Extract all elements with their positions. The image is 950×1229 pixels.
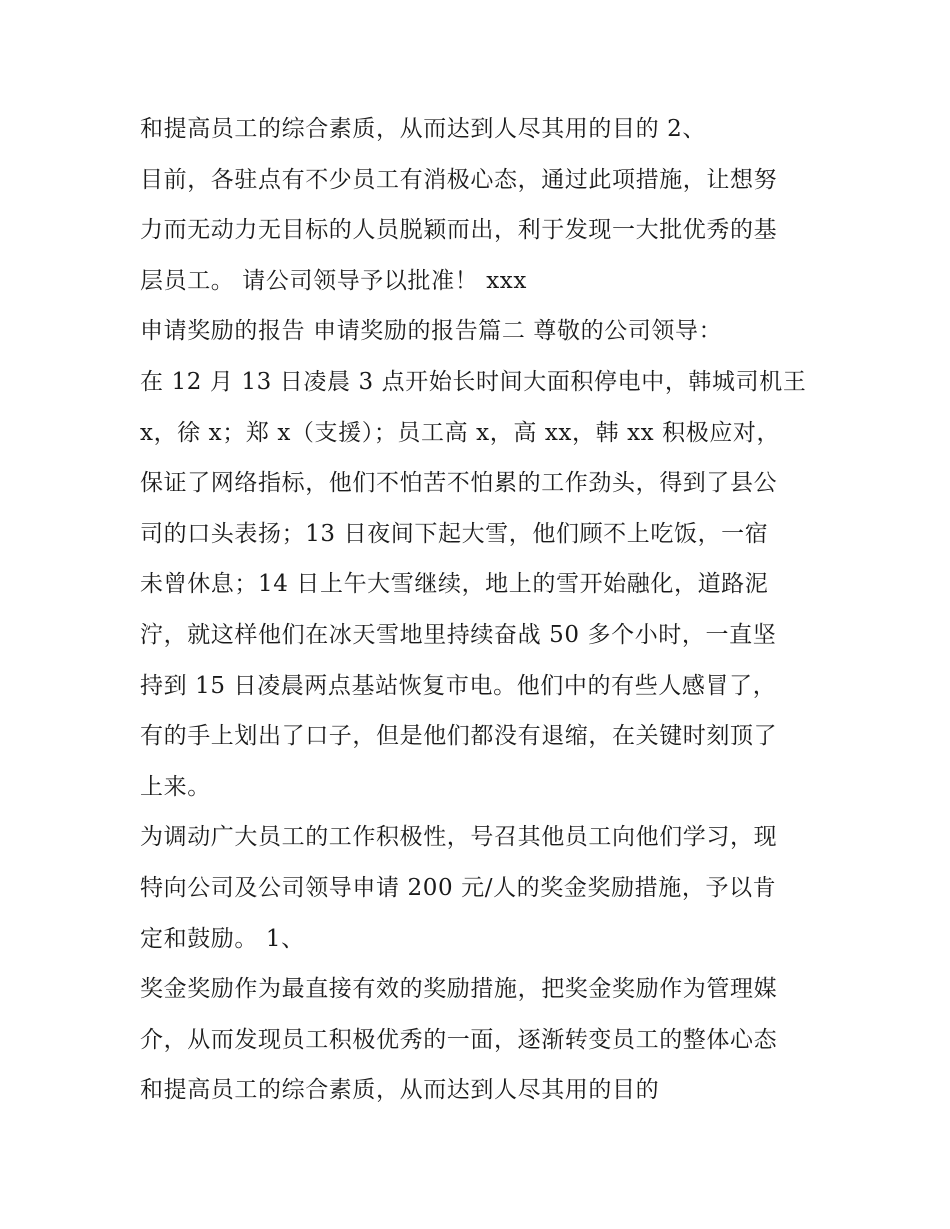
document-body (140, 104, 830, 1116)
text-line: 目前，各驻点有不少员工有消极心态，通过此项措施，让想努 (140, 166, 778, 193)
text-line: 力而无动力无目标的人员脱颖而出，利于发现一大批优秀的基 (140, 217, 778, 244)
text-line: 未曾休息；14 日上午大雪继续，地上的雪开始融化，道路泥 (140, 571, 769, 598)
text-line: 为调动广大员工的工作积极性，号召其他员工向他们学习，现 (140, 824, 778, 851)
text-line: 特向公司及公司领导申请 200 元/人的奖金奖励措施，予以肯 (140, 874, 777, 901)
text-line: 有的手上划出了口子，但是他们都没有退缩，在关键时刻顶了 (140, 723, 778, 750)
text-line: 司的口头表扬；13 日夜间下起大雪，他们顾不上吃饭，一宿 (140, 520, 769, 547)
text-line: 奖金奖励作为最直接有效的奖励措施，把奖金奖励作为管理媒 (140, 976, 778, 1003)
section-heading-line: 申请奖励的报告 申请奖励的报告篇二 尊敬的公司领导： (140, 318, 723, 345)
text-line: 持到 15 日凌晨两点基站恢复市电。他们中的有些人感冒了， (140, 672, 777, 699)
text-line: 和提高员工的综合素质，从而达到人尽其用的目的 (140, 1077, 660, 1104)
text-line: 上来。 (140, 773, 211, 800)
text-line: 和提高员工的综合素质，从而达到人尽其用的目的 2、 (140, 116, 706, 142)
text-line: 保证了网络指标，他们不怕苦不怕累的工作劲头，得到了县公 (140, 470, 778, 497)
text-line: 泞，就这样他们在冰天雪地里持续奋战 50 多个小时，一直坚 (140, 621, 777, 648)
text-line: 层员工。 请公司领导予以批准！ xxx (140, 267, 527, 294)
text-line: x，徐 x；郑 x（支援）；员工高 x，高 xx，韩 xx 积极应对， (140, 419, 781, 446)
text-line: 在 12 月 13 日凌晨 3 点开始长时间大面积停电中，韩城司机王 (140, 368, 807, 395)
text-line: 介，从而发现员工积极优秀的一面，逐渐转变员工的整体心态 (140, 1026, 778, 1053)
text-line: 定和鼓励。 1、 (140, 925, 305, 952)
